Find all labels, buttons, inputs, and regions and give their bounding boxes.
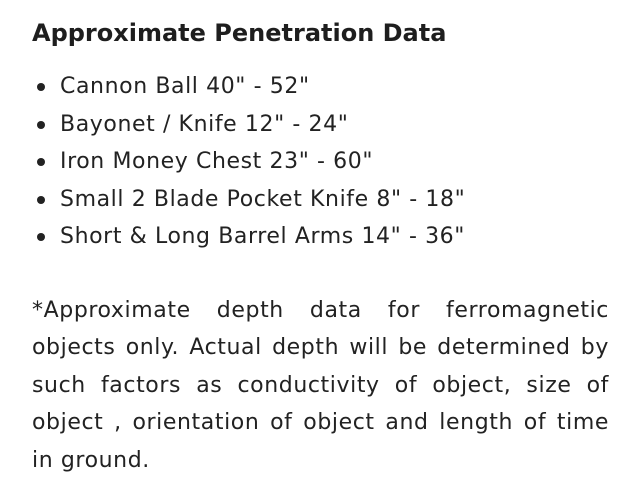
list-item-label: Iron Money Chest 23" - 60"	[60, 149, 374, 174]
list-item	[32, 106, 609, 144]
list-item	[32, 143, 609, 181]
bullet-icon	[37, 121, 45, 129]
list-item	[32, 68, 609, 106]
page-title: Approximate Penetration Data	[32, 19, 447, 47]
penetration-data-list	[32, 68, 609, 256]
list-item-label: Small 2 Blade Pocket Knife 8" - 18"	[60, 186, 466, 212]
bullet-icon	[37, 233, 45, 241]
list-item-label: Bayonet / Knife 12" - 24"	[60, 111, 349, 137]
document-content	[32, 14, 609, 479]
bullet-icon	[37, 196, 45, 204]
list-item-label: Short & Long Barrel Arms 14" - 36"	[60, 224, 465, 249]
depth-disclaimer-note: *Approximate depth data for ferromagnetic objects only. Actual depth will be determined by such factors as conductivity of object, size of object , orientation of object and length of time in ground.	[32, 297, 609, 473]
list-item	[32, 218, 609, 256]
bullet-icon	[37, 158, 45, 166]
list-item	[32, 181, 609, 219]
list-item-label: Cannon Ball 40" - 52"	[60, 74, 310, 99]
bullet-icon	[37, 83, 45, 91]
